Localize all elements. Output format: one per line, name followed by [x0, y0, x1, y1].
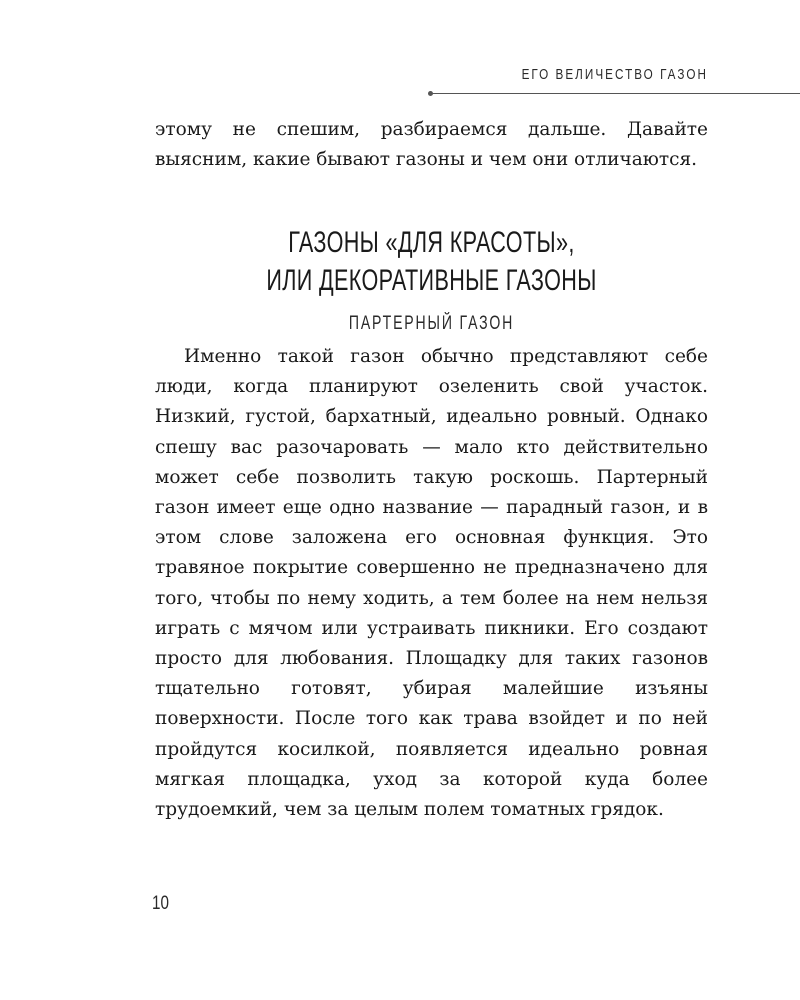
intro-paragraph	[155, 115, 708, 175]
subsection-title: ПАРТЕРНЫЙ ГАЗОН	[348, 313, 515, 334]
running-head: ЕГО ВЕЛИЧЕСТВО ГАЗОН	[521, 66, 708, 83]
page-number: 10	[152, 893, 169, 914]
section-title	[232, 224, 630, 300]
header-rule	[430, 93, 800, 94]
body-paragraph	[155, 342, 708, 825]
section-title-line-2: ИЛИ ДЕКОРАТИВНЫЕ ГАЗОНЫ	[266, 264, 597, 297]
intro-text: этому не спешим, разбираемся дальше. Давайте выясним, какие бывают газоны и чем они отличаются.	[155, 119, 708, 171]
section-title-line-1: ГАЗОНЫ «ДЛЯ КРАСОТЫ»,	[288, 226, 575, 259]
body-text: Именно такой газон обычно представляют себе люди, когда планируют озеленить свой участок. Низкий, густой, бархатный, идеально ровный. Однако спешу вас разочаровать — мало кто действительно может себе позволить такую роскошь. Партерный газон имеет еще одно название — парадный газон, и в этом слове заложена его основная функция. Это травяное покрытие совершенно не предназначено для того, чтобы по нему ходить, а тем более на нем нельзя играть с мячом или устраивать пикники. Его создают просто для любования. Площадку для таких газонов тщательно готовят, убирая малейшие изъяны поверхности. После того как трава взойдет и по ней пройдутся косилкой, появляется идеально ровная мягкая площадка, уход за которой куда более трудоемкий, чем за целым полем томатных грядок.	[155, 346, 708, 821]
